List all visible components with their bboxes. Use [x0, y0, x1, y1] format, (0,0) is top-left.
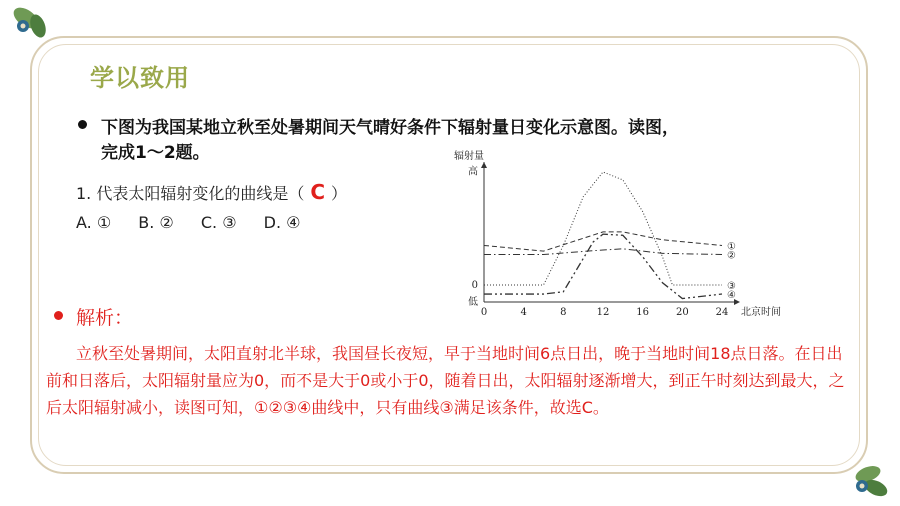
question-1-answer: C — [310, 180, 326, 204]
series-line-4 — [484, 234, 722, 298]
series-line-2 — [484, 249, 722, 255]
question-1 — [76, 180, 347, 204]
series-label-4: ④ — [727, 290, 736, 302]
analysis-text: 立秋至处暑期间，太阳直射北半球，我国昼长夜短，早于当地时间6点日出，晚于当地时间18点日落。在日出前和日落后，太阳辐射量应为0，而不是大于0或小于0，随着日出，太阳辐射逐渐增大，到正午时刻达到最大，之后太阳辐射减小，读图可知，①②③④曲线中，只有曲线③满足该条件，故选C。 — [46, 344, 845, 417]
radiation-chart — [444, 150, 794, 320]
options-row — [76, 213, 323, 232]
series-label-1: ① — [727, 241, 736, 253]
question-1-suffix: ） — [331, 184, 348, 203]
question-line-1: 下图为我国某地立秋至处暑期间天气晴好条件下辐射量日变化示意图。读图， — [101, 118, 679, 138]
question-1-prefix: 1. 代表太阳辐射变化的曲线是（ — [76, 184, 305, 203]
question-bullet — [78, 120, 87, 129]
x-tick-label: 8 — [560, 307, 567, 318]
y-axis-arrow — [481, 162, 487, 168]
option-a: A. ① — [76, 213, 112, 232]
option-b: B. ② — [138, 213, 174, 232]
series-line-3 — [484, 172, 722, 285]
x-tick-label: 20 — [675, 307, 689, 318]
x-tick-label: 12 — [596, 307, 610, 318]
x-tick-label: 4 — [520, 307, 527, 318]
x-tick-label: 16 — [636, 307, 650, 318]
x-axis-label: 北京时间 — [741, 307, 781, 318]
leaf-decoration-bottom-icon — [842, 462, 892, 502]
y-tick-label: 0 — [471, 280, 478, 291]
x-tick-label: 24 — [715, 307, 729, 318]
leaf-decoration-icon — [6, 4, 54, 48]
y-tick-label: 高 — [468, 166, 478, 178]
series-label-2: ② — [727, 250, 736, 262]
option-c: C. ③ — [200, 213, 237, 232]
option-d: D. ④ — [263, 213, 301, 232]
y-tick-label: 低 — [468, 297, 478, 308]
series-label-3: ③ — [727, 281, 736, 292]
analysis-label: 解析： — [76, 307, 134, 329]
y-axis-label: 辐射量 — [454, 151, 484, 162]
analysis-bullet — [54, 311, 63, 320]
x-tick-label: 0 — [480, 307, 488, 318]
page-title: 学以致用 — [90, 64, 190, 92]
question-line-2: 完成1～2题。 — [101, 143, 210, 163]
